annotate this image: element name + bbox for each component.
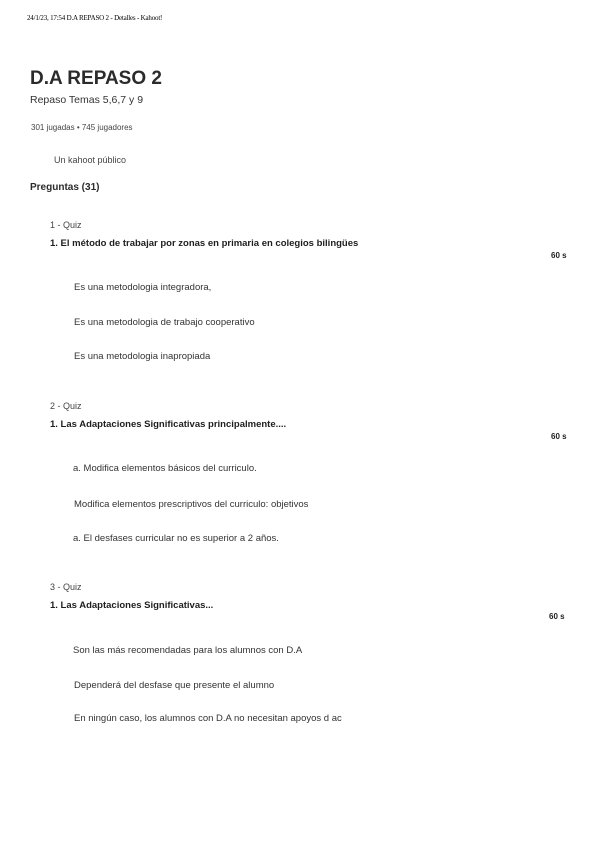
questions-heading: Preguntas (31): [30, 182, 100, 193]
answer-option: En ningún caso, los alumnos con D.A no necesitan apoyos d ac: [74, 713, 342, 724]
kahoot-visibility: Un kahoot público: [54, 155, 127, 165]
question-time: 60 s: [549, 612, 565, 621]
answer-option: Dependerá del desfase que presente el alumno: [74, 680, 275, 691]
kahoot-subtitle: Repaso Temas 5,6,7 y 9: [30, 94, 144, 106]
kahoot-stats: 301 jugadas • 745 jugadores: [31, 123, 133, 132]
answer-option: a. Modifica elementos básicos del curriculo.: [73, 463, 257, 474]
answer-option: Es una metodologia de trabajo cooperativo: [74, 317, 255, 328]
question-time: 60 s: [551, 251, 567, 260]
question-time: 60 s: [551, 432, 567, 441]
question-text: 1. El método de trabajar por zonas en primaria en colegios bilingües: [50, 238, 359, 249]
answer-option: Es una metodologia inapropiada: [74, 351, 211, 362]
answer-option: Es una metodologia integradora,: [74, 282, 212, 293]
question-type: 1 - Quiz: [50, 220, 82, 230]
answer-option: a. El desfases curricular no es superior a 2 años.: [73, 533, 279, 544]
answer-option: Modifica elementos prescriptivos del curriculo: objetivos: [74, 499, 309, 510]
kahoot-title: D.A REPASO 2: [30, 68, 162, 89]
question-text: 1. Las Adaptaciones Significativas...: [50, 600, 214, 611]
answer-option: Son las más recomendadas para los alumnos con D.A: [73, 645, 303, 656]
question-type: 3 - Quiz: [50, 582, 82, 592]
question-type: 2 - Quiz: [50, 401, 82, 411]
print-header: 24/1/23, 17:54 D.A REPASO 2 - Detalles - Kahoot!: [27, 14, 163, 22]
question-text: 1. Las Adaptaciones Significativas principalmente....: [50, 419, 287, 430]
